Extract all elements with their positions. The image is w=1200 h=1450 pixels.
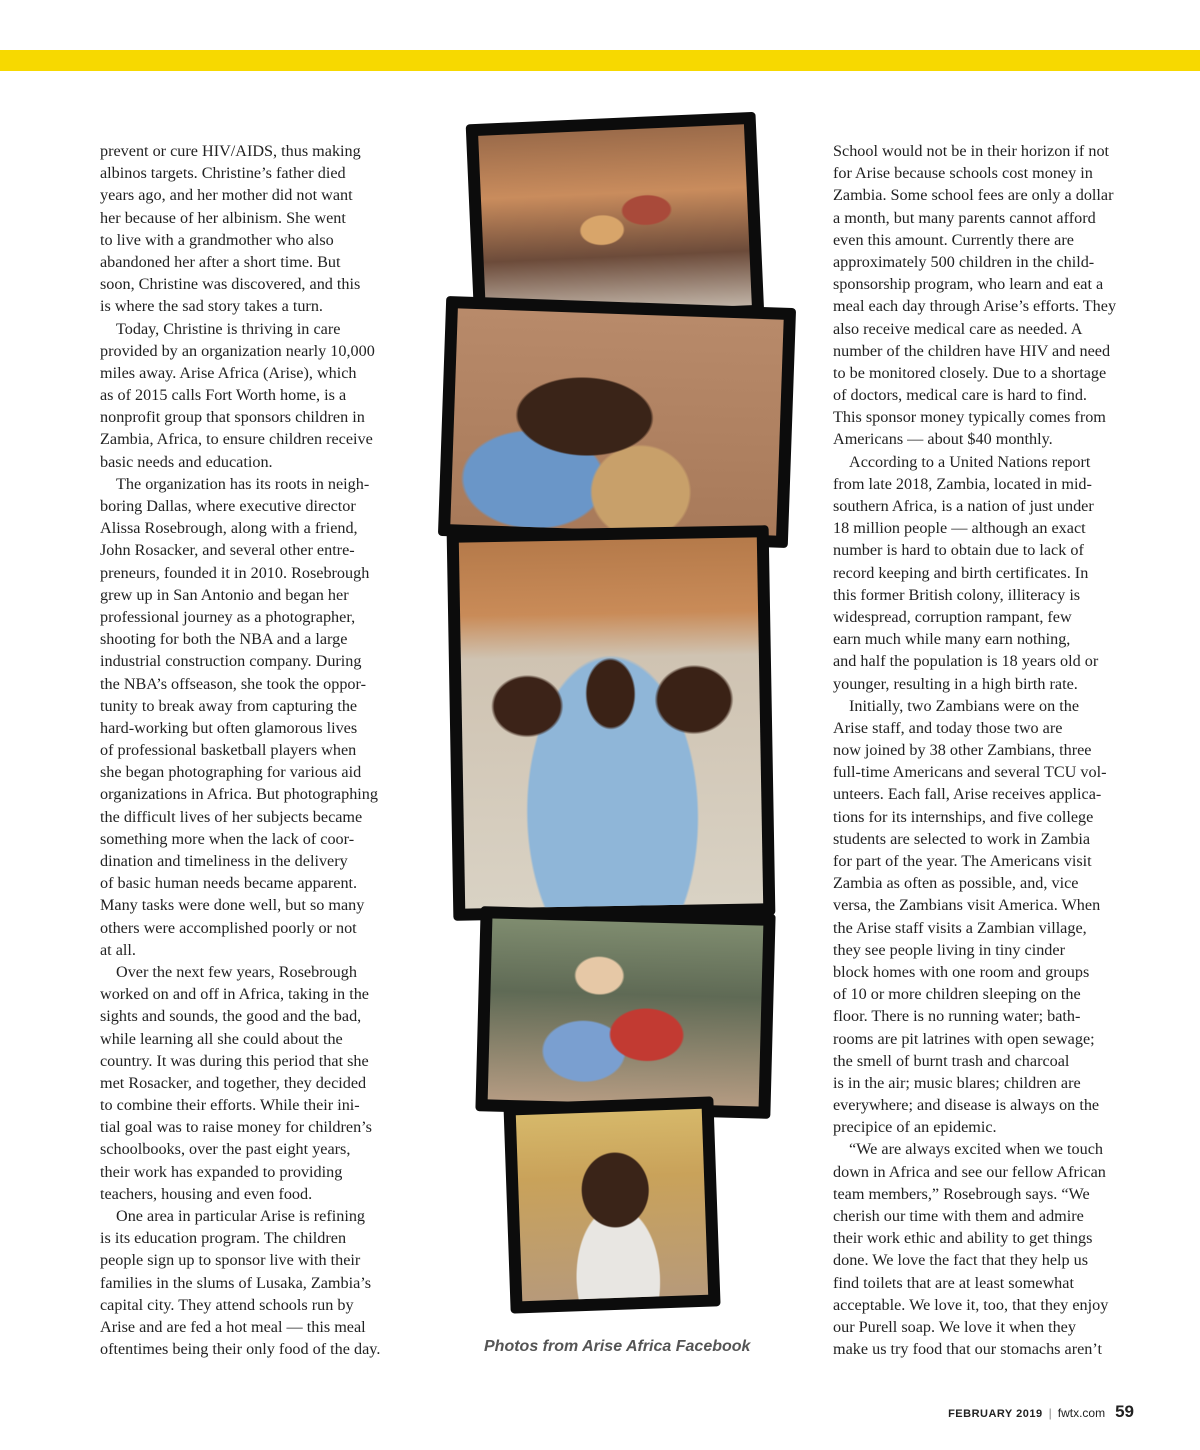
text-line: preneurs, founded it in 2010. Rosebrough bbox=[100, 563, 370, 582]
text-line: nonprofit group that sponsors children in bbox=[100, 408, 365, 427]
text-line: of professional basketball players when bbox=[100, 741, 357, 760]
text-line: soon, Christine was discovered, and this bbox=[100, 275, 361, 294]
text-line: number is hard to obtain due to lack of bbox=[833, 541, 1084, 560]
text-line: earn much while many earn nothing, bbox=[833, 630, 1071, 649]
photo-image bbox=[459, 537, 763, 908]
article-column-right bbox=[833, 140, 1138, 1360]
text-line: is in the air; music blares; children are bbox=[833, 1073, 1081, 1092]
photo-image bbox=[478, 124, 752, 316]
text-line: as of 2015 calls Fort Worth home, is a bbox=[100, 386, 347, 405]
text-line: Alissa Rosebrough, along with a friend, bbox=[100, 519, 358, 538]
text-line: floor. There is no running water; bath- bbox=[833, 1007, 1081, 1026]
text-line: a month, but many parents cannot afford bbox=[833, 208, 1096, 227]
text-line: down in Africa and see our fellow African bbox=[833, 1162, 1106, 1181]
text-line: the difficult lives of her subjects became bbox=[100, 807, 363, 826]
text-line: dination and timeliness in the delivery bbox=[100, 852, 348, 870]
text-line: prevent or cure HIV/AIDS, thus making bbox=[100, 142, 361, 160]
text-line: Initially, two Zambians were on the bbox=[849, 696, 1080, 715]
photo-woman-with-baby bbox=[475, 906, 775, 1119]
text-line: is its education program. The children bbox=[100, 1229, 347, 1248]
text-line: abandoned her after a short time. But bbox=[100, 252, 341, 271]
text-line: at all. bbox=[100, 940, 136, 959]
text-line: done. We love the fact that they help us bbox=[833, 1251, 1089, 1270]
text-line: find toilets that are at least somewhat bbox=[833, 1273, 1074, 1292]
text-line: provided by an organization nearly 10,000 bbox=[100, 341, 375, 360]
text-line: teachers, housing and even food. bbox=[100, 1184, 313, 1203]
text-line: full-time Americans and several TCU vol- bbox=[833, 763, 1107, 782]
text-line: miles away. Arise Africa (Arise), which bbox=[100, 363, 357, 382]
page-footer bbox=[948, 1402, 1134, 1422]
text-line: According to a United Nations report bbox=[849, 452, 1091, 471]
text-line: capital city. They attend schools run by bbox=[100, 1295, 354, 1314]
text-line: she began photographing for various aid bbox=[100, 763, 362, 782]
text-line: people sign up to sponsor live with their bbox=[100, 1251, 361, 1270]
text-line: for Arise because schools cost money in bbox=[833, 164, 1093, 183]
text-line: of doctors, medical care is hard to find. bbox=[833, 386, 1087, 405]
text-line: precipice of an epidemic. bbox=[833, 1118, 997, 1137]
text-line: Zambia, Africa, to ensure children receive bbox=[100, 430, 373, 449]
text-line: cherish our time with them and admire bbox=[833, 1207, 1084, 1225]
text-line: Over the next few years, Rosebrough bbox=[116, 962, 357, 981]
text-line: Zambia. Some school fees are only a dollar bbox=[833, 186, 1114, 205]
text-line: versa, the Zambians visit America. When bbox=[833, 896, 1101, 915]
text-line: younger, resulting in a high birth rate. bbox=[833, 674, 1078, 693]
text-line: Arise staff, and today those two are bbox=[833, 718, 1063, 737]
text-line: worked on and off in Africa, taking in the bbox=[100, 985, 369, 1004]
text-line: met Rosacker, and together, they decided bbox=[100, 1073, 367, 1092]
text-line: record keeping and birth certificates. In bbox=[833, 563, 1089, 582]
text-line: tunity to break away from capturing the bbox=[100, 696, 358, 715]
text-line: number of the children have HIV and need bbox=[833, 341, 1111, 360]
text-line: John Rosacker, and several other entre- bbox=[100, 541, 355, 560]
text-line: acceptable. We love it, too, that they enjoy bbox=[833, 1295, 1109, 1314]
text-line: Today, Christine is thriving in care bbox=[116, 319, 341, 338]
text-line: Arise and are fed a hot meal — this meal bbox=[100, 1317, 366, 1336]
text-line: team members,” Rosebrough says. “We bbox=[833, 1184, 1090, 1203]
text-line: The organization has its roots in neigh- bbox=[116, 474, 370, 493]
text-line: to combine their efforts. While their ini- bbox=[100, 1096, 360, 1115]
text-line: is where the sad story takes a turn. bbox=[100, 297, 323, 316]
text-line: while learning all she could about the bbox=[100, 1029, 343, 1048]
text-line: industrial construction company. During bbox=[100, 652, 362, 671]
text-line: Zambia as often as possible, and, vice bbox=[833, 874, 1079, 893]
text-line: “We are always excited when we touch bbox=[849, 1140, 1103, 1159]
text-line: even this amount. Currently there are bbox=[833, 230, 1074, 249]
top-accent-bar bbox=[0, 50, 1200, 71]
text-line: School would not be in their horizon if not bbox=[833, 142, 1110, 160]
text-line: tial goal was to raise money for children’s bbox=[100, 1118, 372, 1137]
text-line: widespread, corruption rampant, few bbox=[833, 607, 1072, 626]
text-line: now joined by 38 other Zambians, three bbox=[833, 741, 1092, 760]
text-line: and half the population is 18 years old or bbox=[833, 652, 1099, 671]
footer-separator: | bbox=[1048, 1406, 1052, 1420]
text-line: also receive medical care as needed. A bbox=[833, 319, 1083, 338]
text-line: this former British colony, illiteracy is bbox=[833, 585, 1081, 604]
text-line: our Purell soap. We love it when they bbox=[833, 1317, 1076, 1336]
footer-website: fwtx.com bbox=[1057, 1406, 1106, 1420]
photo-children-group bbox=[466, 112, 765, 329]
text-line: the Arise staff visits a Zambian village, bbox=[833, 918, 1087, 937]
photo-image bbox=[516, 1109, 708, 1301]
text-line: years ago, and her mother did not want bbox=[100, 186, 353, 205]
text-line: country. It was during this period that she bbox=[100, 1051, 369, 1070]
text-line: organizations in Africa. But photographing bbox=[100, 785, 378, 804]
text-line: students are selected to work in Zambia bbox=[833, 829, 1091, 848]
text-line: southern Africa, is a nation of just under bbox=[833, 497, 1094, 515]
text-line: families in the slums of Lusaka, Zambia’s bbox=[100, 1273, 372, 1292]
text-line: others were accomplished poorly or not bbox=[100, 918, 357, 937]
text-line: make us try food that our stomachs aren’t bbox=[833, 1340, 1102, 1359]
text-line: her because of her albinism. She went bbox=[100, 208, 346, 227]
text-line: of 10 or more children sleeping on the bbox=[833, 985, 1081, 1004]
footer-issue-date: FEBRUARY 2019 bbox=[948, 1408, 1043, 1420]
text-line: their work ethic and ability to get things bbox=[833, 1229, 1093, 1248]
text-line: This sponsor money typically comes from bbox=[833, 408, 1106, 427]
text-line: for part of the year. The Americans visit bbox=[833, 852, 1092, 870]
text-line: Americans — about $40 monthly. bbox=[833, 430, 1053, 449]
text-line: to live with a grandmother who also bbox=[100, 230, 334, 249]
text-line: shooting for both the NBA and a large bbox=[100, 630, 348, 649]
text-line: One area in particular Arise is refining bbox=[116, 1207, 366, 1225]
text-line: approximately 500 children in the child- bbox=[833, 252, 1095, 271]
text-line: professional journey as a photographer, bbox=[100, 607, 356, 626]
text-line: block homes with one room and groups bbox=[833, 962, 1090, 981]
photo-caption: Photos from Arise Africa Facebook bbox=[484, 1338, 751, 1355]
text-line: something more when the lack of coor- bbox=[100, 829, 355, 848]
text-line: sights and sounds, the good and the bad, bbox=[100, 1007, 362, 1026]
text-line: their work has expanded to providing bbox=[100, 1162, 343, 1181]
text-line: the smell of burnt trash and charcoal bbox=[833, 1051, 1070, 1070]
text-line: basic needs and education. bbox=[100, 452, 273, 471]
text-line: the NBA’s offseason, she took the oppor- bbox=[100, 674, 366, 693]
photo-smiling-boy bbox=[438, 296, 796, 548]
text-line: Many tasks were done well, but so many bbox=[100, 896, 365, 915]
text-line: meal each day through Arise’s efforts. They bbox=[833, 297, 1117, 316]
text-line: grew up in San Antonio and began her bbox=[100, 585, 349, 604]
text-line: unteers. Each fall, Arise receives applica- bbox=[833, 785, 1102, 804]
text-line: tions for its internships, and five college bbox=[833, 807, 1094, 826]
photo-image bbox=[488, 918, 764, 1106]
text-line: everywhere; and disease is always on the bbox=[833, 1096, 1100, 1115]
photo-three-children bbox=[447, 525, 776, 921]
text-line: hard-working but often glamorous lives bbox=[100, 718, 358, 737]
text-line: boring Dallas, where executive director bbox=[100, 497, 356, 515]
text-line: of basic human needs became apparent. bbox=[100, 874, 358, 893]
text-line: oftentimes being their only food of the day. bbox=[100, 1340, 381, 1359]
photo-image bbox=[450, 308, 783, 535]
text-line: schoolbooks, over the past eight years, bbox=[100, 1140, 351, 1159]
article-column-left bbox=[100, 140, 405, 1360]
text-line: to be monitored closely. Due to a shortage bbox=[833, 363, 1107, 382]
text-line: albinos targets. Christine’s father died bbox=[100, 164, 346, 183]
text-line: rooms are pit latrines with open sewage; bbox=[833, 1029, 1095, 1048]
text-line: sponsorship program, who learn and eat a bbox=[833, 275, 1104, 294]
photo-smiling-girl bbox=[503, 1096, 720, 1313]
text-line: 18 million people — although an exact bbox=[833, 519, 1086, 538]
text-line: they see people living in tiny cinder bbox=[833, 940, 1065, 959]
text-line: from late 2018, Zambia, located in mid- bbox=[833, 474, 1092, 493]
page-number: 59 bbox=[1115, 1402, 1134, 1421]
